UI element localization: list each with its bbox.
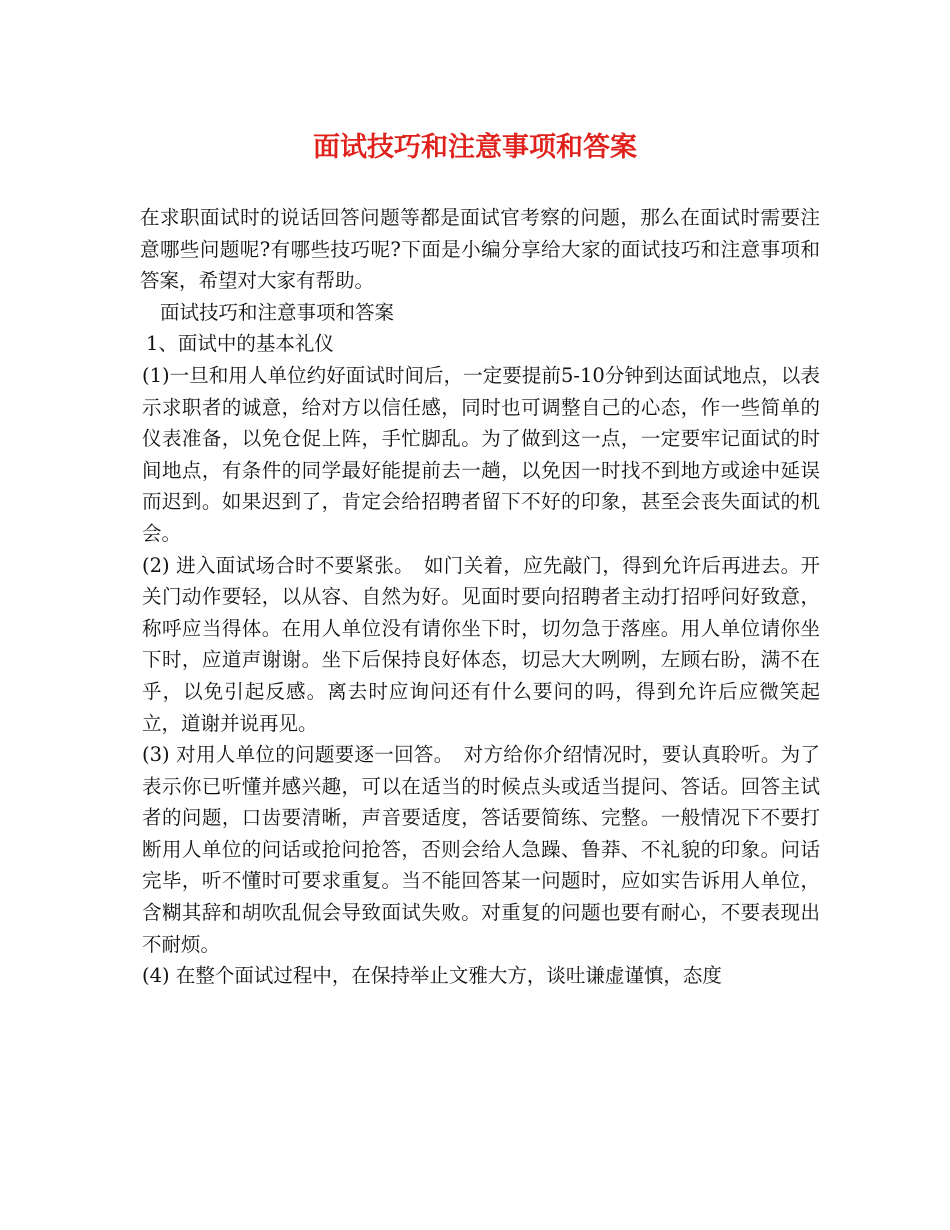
intro-paragraph: 在求职面试时的说话回答问题等都是面试官考察的问题，那么在面试时需要注意哪些问题呢?有哪些技巧呢?下面是小编分享给大家的面试技巧和注意事项和答案，希望对大家有帮助。 xyxy=(140,206,820,293)
list-item: (1)一旦和用人单位约好面试时间后，一定要提前5-10分钟到达面试地点，以表示求职者的诚意，给对方以信任感，同时也可调整自己的心态，作一些简单的仪表准备，以免仓促上阵，手忙脚乱。为了做到这一点，一定要牢记面试的时间地点，有条件的同学最好能提前去一趟，以免因一时找不到地方或途中延误而迟到。如果迟到了，肯定会给招聘者留下不好的印象，甚至会丧失面试的机会。 xyxy=(142,363,820,545)
list-item: (2) 进入面试场合时不要紧张。 如门关着，应先敲门，得到允许后再进去。开关门动作要轻，以从容、自然为好。见面时要向招聘者主动打招呼问好致意，称呼应当得体。在用人单位没有请你坐下时，切勿急于落座。用人单位请你坐下时，应道声谢谢。坐下后保持良好体态，切忌大大咧咧，左顾右盼，满不在乎，以免引起反感。离去时应询问还有什么要问的吗，得到允许后应微笑起立，道谢并说再见。 xyxy=(142,553,820,735)
subtitle-line: 面试技巧和注意事项和答案 xyxy=(160,300,395,324)
document-title: 面试技巧和注意事项和答案 xyxy=(313,132,637,163)
section-heading: 1、面试中的基本礼仪 xyxy=(146,332,334,356)
document-body xyxy=(140,202,820,992)
list-item: (4) 在整个面试过程中，在保持举止文雅大方，谈吐谦虚谨慎，态度 xyxy=(142,964,722,988)
list-item: (3) 对用人单位的问题要逐一回答。 对方给你介绍情况时，要认真聆听。为了表示你已听懂并感兴趣，可以在适当的时候点头或适当提问、答话。回答主试者的问题，口齿要清晰，声音要适度，答话要简练、完整。一般情况下不要打断用人单位的问话或抢问抢答，否则会给人急躁、鲁莽、不礼貌的印象。问话完毕，听不懂时可要求重复。当不能回答某一问题时，应如实告诉用人单位，含糊其辞和胡吹乱侃会导致面试失败。对重复的问题也要有耐心，不要表现出不耐烦。 xyxy=(142,743,820,956)
